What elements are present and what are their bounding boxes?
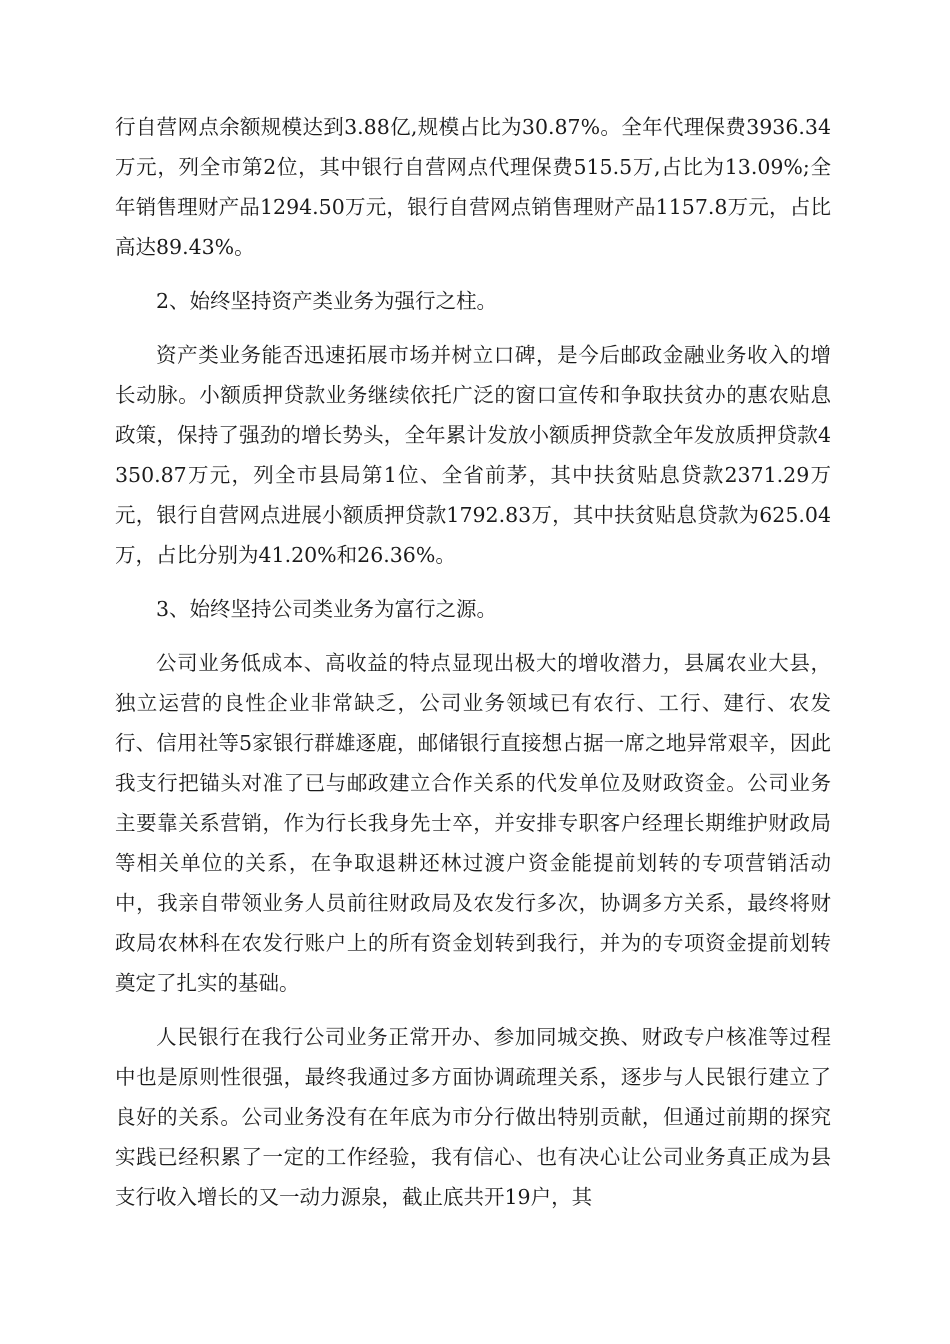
- paragraph-asset-business: 资产类业务能否迅速拓展市场并树立口碑，是今后邮政金融业务收入的增长动脉。小额质押贷款业务继续依托广泛的窗口宣传和争取扶贫办的惠农贴息政策，保持了强劲的增长势头，全年累计发放小额质押贷款全年发放质押贷款4350.87万元，列全市县局第1位、全省前茅，其中扶贫贴息贷款2371.29万元，银行自营网点进展小额质押贷款1792.83万，其中扶贫贴息贷款为625.04万，占比分别为41.20%和26.36%。: [115, 343, 831, 567]
- heading-asset-business: 2、始终坚持资产类业务为强行之柱。: [156, 289, 498, 313]
- paragraph-corporate-business: 公司业务低成本、高收益的特点显现出极大的增收潜力，县属农业大县，独立运营的良性企业非常缺乏，公司业务领域已有农行、工行、建行、农发行、信用社等5家银行群雄逐鹿，邮储银行直接想占据一席之地异常艰辛，因此我支行把锚头对准了已与邮政建立合作关系的代发单位及财政资金。公司业务主要靠关系营销，作为行长我身先士卒，并安排专职客户经理长期维护财政局等相关单位的关系，在争取退耕还林过渡户资金能提前划转的专项营销活动中，我亲自带领业务人员前往财政局及农发行多次，协调多方关系，最终将财政局农林科在农发行账户上的所有资金划转到我行，并为的专项资金提前划转奠定了扎实的基础。: [115, 651, 831, 995]
- document-page: [115, 107, 831, 1231]
- heading-corporate-business: 3、始终坚持公司类业务为富行之源。: [156, 597, 498, 621]
- paragraph-deposit-summary: 行自营网点余额规模达到3.88亿,规模占比为30.87%。全年代理保费3936.34万元，列全市第2位，其中银行自营网点代理保费515.5万,占比为13.09%;全年销售理财产品1294.50万元，银行自营网点销售理财产品1157.8万元，占比高达89.43%。: [115, 115, 831, 259]
- paragraph-peoples-bank: 人民银行在我行公司业务正常开办、参加同城交换、财政专户核准等过程中也是原则性很强，最终我通过多方面协调疏理关系，逐步与人民银行建立了良好的关系。公司业务没有在年底为市分行做出特别贡献，但通过前期的探究实践已经积累了一定的工作经验，我有信心、也有决心让公司业务真正成为县支行收入增长的又一动力源泉，截止底共开19户，其: [115, 1025, 831, 1209]
